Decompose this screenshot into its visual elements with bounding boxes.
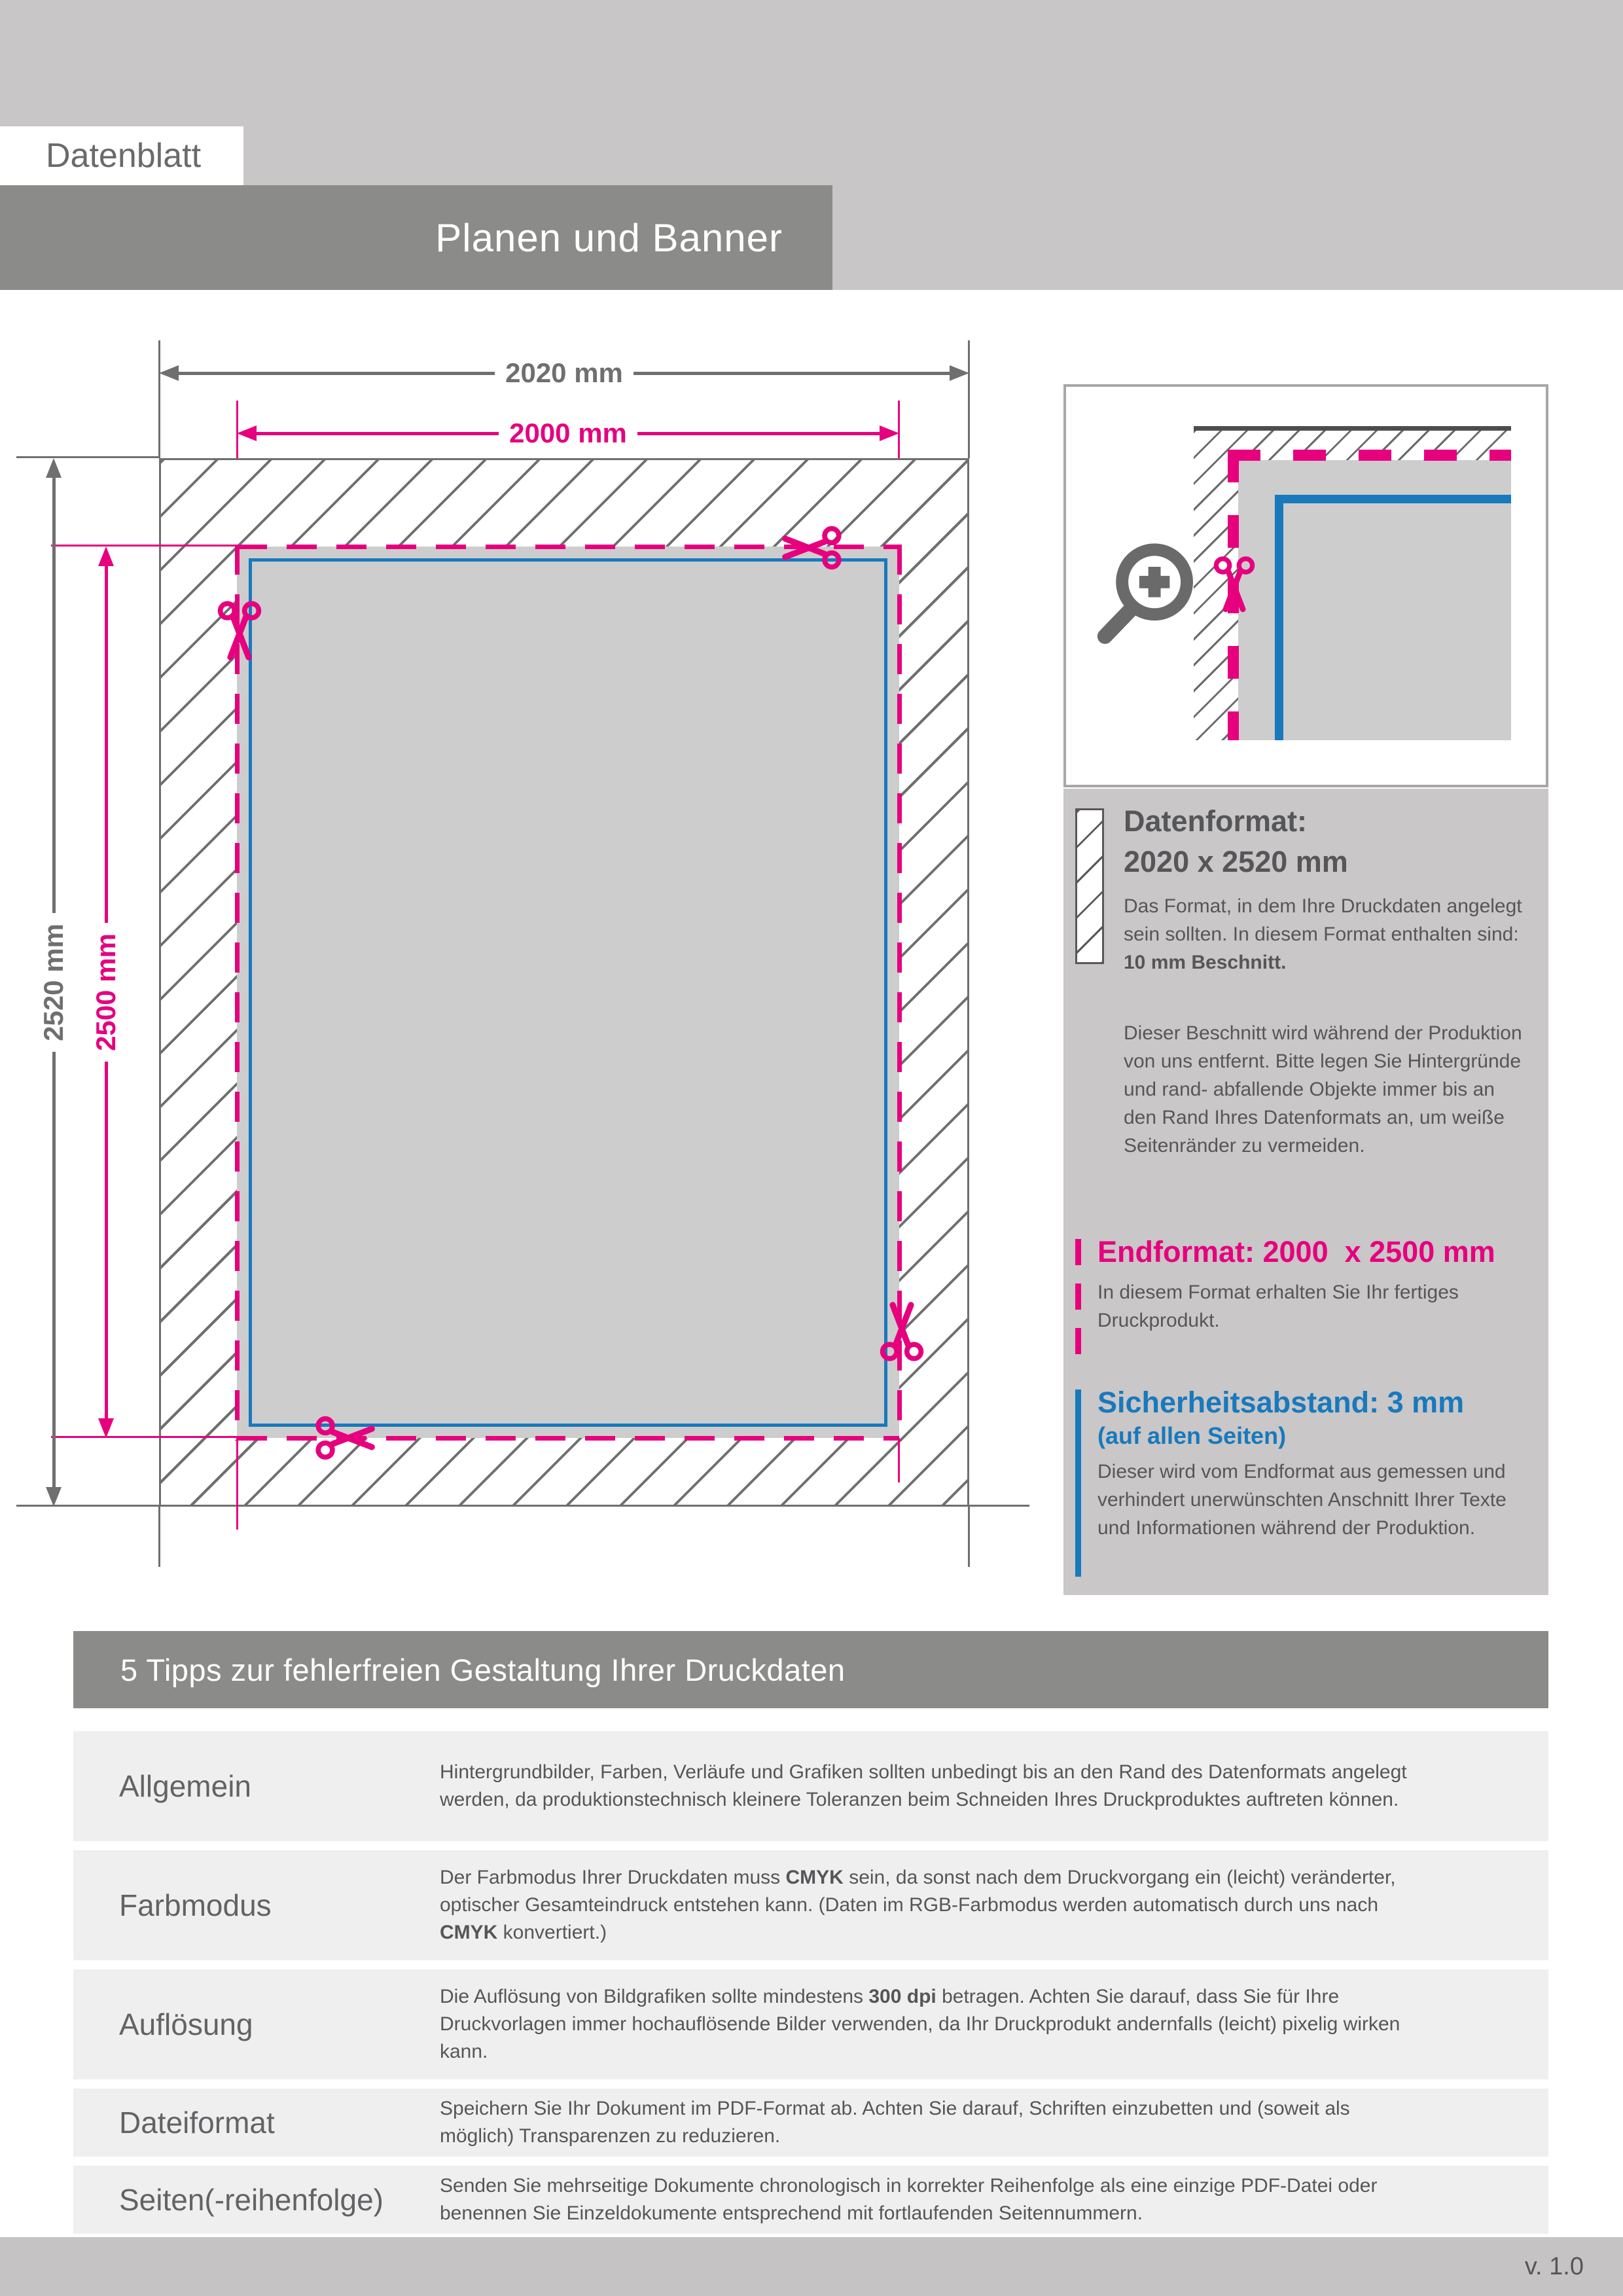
tip-label: Seiten(-reihenfolge) — [119, 2183, 384, 2217]
datenformat-heading: Datenformat: — [1124, 804, 1308, 838]
tip-text: Der Farbmodus Ihrer Druckdaten muss CMYK sein, da sonst nach dem Druckvorgang ein (leicht) veränderter, optischer Gesamteindruck entstehen kann. (Daten im RGB-Farbmodus werden automatisch durch uns nach CMYK konvertiert.) — [440, 1867, 1396, 1943]
bleed-hatch-swatch-icon — [1075, 808, 1104, 964]
dimension-endformat-width — [237, 419, 899, 448]
dimension-endformat-height — [92, 547, 120, 1438]
arrow-left-icon — [237, 425, 257, 441]
dimension-endformat-width-label: 2000 mm — [509, 418, 627, 448]
extension-line — [16, 1505, 160, 1507]
arrow-up-icon — [98, 547, 114, 566]
extension-line — [16, 456, 160, 458]
scissors-icon — [880, 1299, 924, 1364]
tip-label: Farbmodus — [119, 1888, 272, 1922]
detail-safety-line-left — [1275, 495, 1283, 740]
product-title-band — [0, 185, 832, 290]
endformat-dashed-marker — [1075, 1239, 1081, 1358]
tip-row-aufloesung — [73, 1969, 1548, 2079]
tip-text: Senden Sie mehrseitige Dokumente chronologisch in korrekter Reihenfolge als eine einzige PDF-Datei oder benennen Sie Einzeldokumente entsprechend mit fortlaufenden Seitennummern. — [440, 2175, 1378, 2224]
tips-title-band — [73, 1631, 1548, 1708]
datenformat-description: Das Format, in dem Ihre Druckdaten angelegt sein sollten. In diesem Format enthalten sind: 10 mm Beschnitt. — [1124, 895, 1522, 973]
dimension-endformat-height-label: 2500 mm — [90, 933, 121, 1051]
arrow-up-icon — [46, 458, 62, 478]
format-info-panel — [1063, 789, 1548, 1595]
zoom-in-icon — [1094, 537, 1198, 649]
product-title: Planen und Banner — [435, 215, 783, 260]
arrow-right-icon — [880, 425, 899, 441]
extension-line — [51, 1436, 238, 1438]
extension-line — [898, 1438, 900, 1482]
doc-type-label: Datenblatt — [46, 137, 202, 175]
extension-line — [236, 1438, 238, 1530]
tip-text: Speichern Sie Ihr Dokument im PDF-Format ab. Achten Sie darauf, Schriften einzubetten und (soweit als möglich) Transparenzen zu reduzieren. — [440, 2098, 1350, 2147]
dimension-datenformat-width-label: 2020 mm — [505, 357, 623, 388]
corner-detail-panel — [1063, 384, 1548, 787]
tip-label: Allgemein — [119, 1769, 251, 1803]
safety-subheading: (auf allen Seiten) — [1097, 1422, 1287, 1449]
extension-line — [158, 340, 160, 458]
endformat-description: In diesem Format erhalten Sie Ihr fertiges Druckprodukt. — [1097, 1282, 1459, 1331]
tip-row-allgemein — [73, 1731, 1548, 1841]
tip-label: Auflösung — [119, 2007, 253, 2041]
safety-heading: Sicherheitsabstand: 3 mm — [1097, 1386, 1465, 1419]
tip-label: Dateiformat — [119, 2106, 275, 2140]
extension-line — [158, 1507, 160, 1567]
tip-row-seitenreihenfolge — [73, 2166, 1548, 2234]
extension-line — [968, 1507, 970, 1567]
arrow-down-icon — [46, 1487, 62, 1507]
dimension-datenformat-height — [39, 458, 68, 1507]
tip-text: Die Auflösung von Bildgrafiken sollte mindestens 300 dpi betragen. Achten Sie darauf, dass Sie für Ihre Druckvorlagen immer hochauflösende Bilder verwenden, da Ihr Druckprodukt andernfalls (leicht) pixelig wirken kann. — [440, 1986, 1400, 2062]
scissors-icon — [779, 526, 844, 570]
scissors-icon — [217, 598, 262, 664]
detail-safety-line-top — [1275, 495, 1511, 503]
detail-datenformat-edge — [1194, 426, 1511, 431]
extension-line — [968, 340, 970, 458]
safety-description: Dieser wird vom Endformat aus gemessen und verhindert unerwünschten Anschnitt Ihrer Texte und Informationen während der Produktion. — [1097, 1461, 1507, 1539]
version-label: v. 1.0 — [1524, 2252, 1584, 2280]
datenformat-note: Dieser Beschnitt wird während der Produktion von uns entfernt. Bitte legen Sie Hintergründe und rand- abfallende Objekte immer bis an den Rand Ihres Datenformats an, um weiße Seitenränder zu vermeiden. — [1124, 1022, 1522, 1157]
tips-title: 5 Tipps zur fehlerfreien Gestaltung Ihrer Druckdaten — [120, 1652, 846, 1687]
trim-line-left — [235, 545, 240, 1441]
extension-line — [969, 1505, 1029, 1507]
safety-solid-marker — [1075, 1390, 1081, 1577]
scissors-icon — [1213, 554, 1255, 615]
dimension-datenformat-height-label: 2520 mm — [38, 924, 69, 1041]
tip-row-farbmodus — [73, 1850, 1548, 1960]
doc-type-box — [0, 126, 243, 185]
datenformat-size: 2020 x 2520 mm — [1124, 845, 1348, 878]
tip-row-dateiformat — [73, 2089, 1548, 2157]
endformat-heading: Endformat: 2000 x 2500 mm — [1097, 1235, 1495, 1268]
extension-line — [51, 545, 238, 547]
detail-trim-line-top — [1228, 450, 1511, 461]
arrow-down-icon — [98, 1418, 114, 1438]
tip-text: Hintergrundbilder, Farben, Verläufe und Grafiken sollten unbedingt bis an den Rand des Datenformats angelegt werden, da produktionstechnisch kleinere Toleranzen beim Schneiden Ihres Druckproduktes auftreten können. — [440, 1761, 1407, 1810]
safety-margin-line — [249, 558, 887, 1427]
footer-bar — [0, 2237, 1623, 2296]
arrow-right-icon — [950, 365, 969, 381]
scissors-icon — [313, 1416, 378, 1460]
dimension-datenformat-width — [159, 359, 969, 387]
arrow-left-icon — [159, 365, 179, 381]
